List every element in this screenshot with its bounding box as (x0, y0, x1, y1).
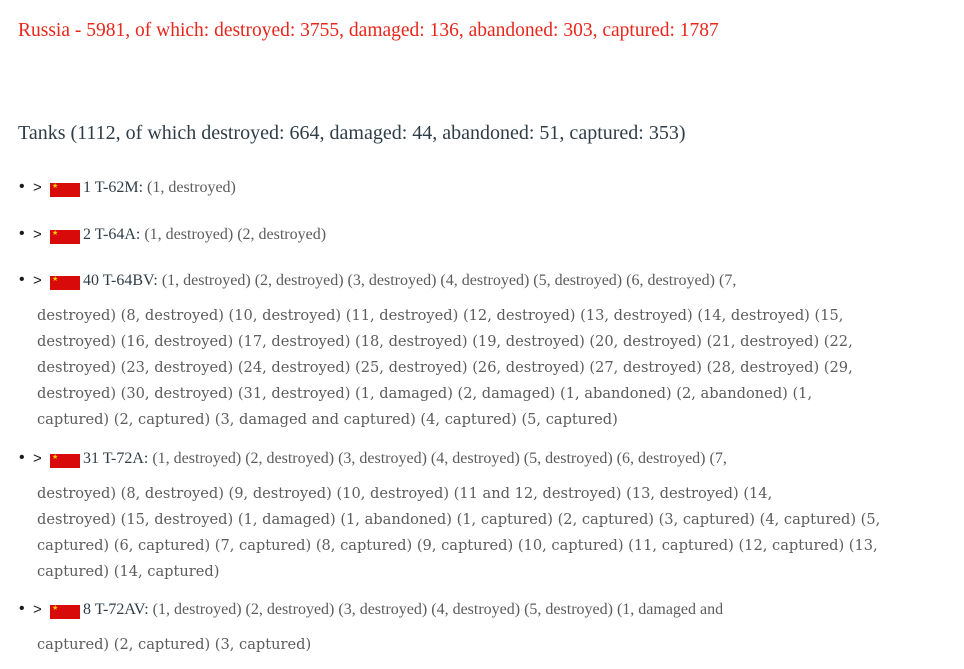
bullet-icon: • (19, 225, 25, 242)
item-links[interactable]: (1, destroyed) (2, destroyed) (140, 226, 327, 243)
item-links-line[interactable]: captured) (14, captured) (37, 563, 220, 580)
item-links-line[interactable]: captured) (2, captured) (3, damaged and captured) (4, captured) (5, captured) (37, 411, 618, 428)
list-item-t72av (0, 598, 960, 658)
item-name: 8 T-72AV: (83, 601, 149, 618)
item-links-continued[interactable] (37, 632, 942, 658)
russia-summary-heading: Russia - 5981, of which: destroyed: 3755, damaged: 136, abandoned: 303, captured: 1787 (18, 20, 719, 41)
expand-arrow-icon[interactable]: > (33, 601, 42, 618)
item-links-line[interactable]: destroyed) (16, destroyed) (17, destroyed) (18, destroyed) (19, destroyed) (20, destroyed) (21, destroyed) (22, (37, 333, 853, 350)
russia-flag-icon: ★ (50, 230, 80, 244)
item-links-continued[interactable] (37, 481, 942, 585)
expand-arrow-icon[interactable]: > (33, 226, 42, 243)
bullet-icon: • (19, 600, 25, 617)
russia-flag-icon: ★ (50, 183, 80, 197)
item-links-line[interactable]: destroyed) (15, destroyed) (1, damaged) (1, abandoned) (1, captured) (2, captured) (3, captured) (4, captured) (5, (37, 511, 881, 528)
expand-arrow-icon[interactable]: > (33, 450, 42, 467)
expand-arrow-icon[interactable]: > (33, 272, 42, 289)
list-item-t64bv (0, 269, 960, 433)
list-item-t62m (0, 176, 960, 202)
item-links-line[interactable]: captured) (6, captured) (7, captured) (8, captured) (9, captured) (10, captured) (11, captured) (12, captured) (13, (37, 537, 878, 554)
russia-flag-icon: ★ (50, 276, 80, 290)
item-links-line[interactable]: captured) (2, captured) (3, captured) (37, 636, 312, 653)
item-name: 1 T-62M: (83, 179, 144, 196)
item-links-line[interactable]: destroyed) (8, destroyed) (10, destroyed) (11, destroyed) (12, destroyed) (13, destroyed) (14, destroyed) (15, (37, 307, 844, 324)
bullet-icon: • (19, 449, 25, 466)
item-links-continued[interactable] (37, 303, 942, 433)
expand-arrow-icon[interactable]: > (33, 179, 42, 196)
item-links[interactable]: (1, destroyed) (143, 179, 236, 196)
item-links-line[interactable]: destroyed) (8, destroyed) (9, destroyed) (10, destroyed) (11 and 12, destroyed) (13, destroyed) (14, (37, 485, 773, 502)
item-links[interactable]: (1, destroyed) (2, destroyed) (3, destroyed) (4, destroyed) (5, destroyed) (6, destroyed) (7, (157, 272, 737, 289)
item-name: 31 T-72A: (83, 450, 149, 467)
item-links[interactable]: (1, destroyed) (2, destroyed) (3, destroyed) (4, destroyed) (5, destroyed) (1, damaged and (148, 601, 724, 618)
item-name: 40 T-64BV: (83, 272, 158, 289)
russia-flag-icon: ★ (50, 605, 80, 619)
bullet-icon: • (19, 178, 25, 195)
item-links-line[interactable]: destroyed) (30, destroyed) (31, destroyed) (1, damaged) (2, damaged) (1, abandoned) (2, abandoned) (1, (37, 385, 813, 402)
russia-flag-icon: ★ (50, 454, 80, 468)
item-links[interactable]: (1, destroyed) (2, destroyed) (3, destroyed) (4, destroyed) (5, destroyed) (6, destroyed) (7, (148, 450, 727, 467)
bullet-icon: • (19, 271, 25, 288)
tanks-section-title: Tanks (1112, of which destroyed: 664, damaged: 44, abandoned: 51, captured: 353) (18, 122, 686, 144)
item-links-line[interactable]: destroyed) (23, destroyed) (24, destroyed) (25, destroyed) (26, destroyed) (27, destroyed) (28, destroyed) (29, (37, 359, 853, 376)
item-name: 2 T-64A: (83, 226, 141, 243)
list-item-t72a (0, 447, 960, 585)
list-item-t64a (0, 223, 960, 249)
